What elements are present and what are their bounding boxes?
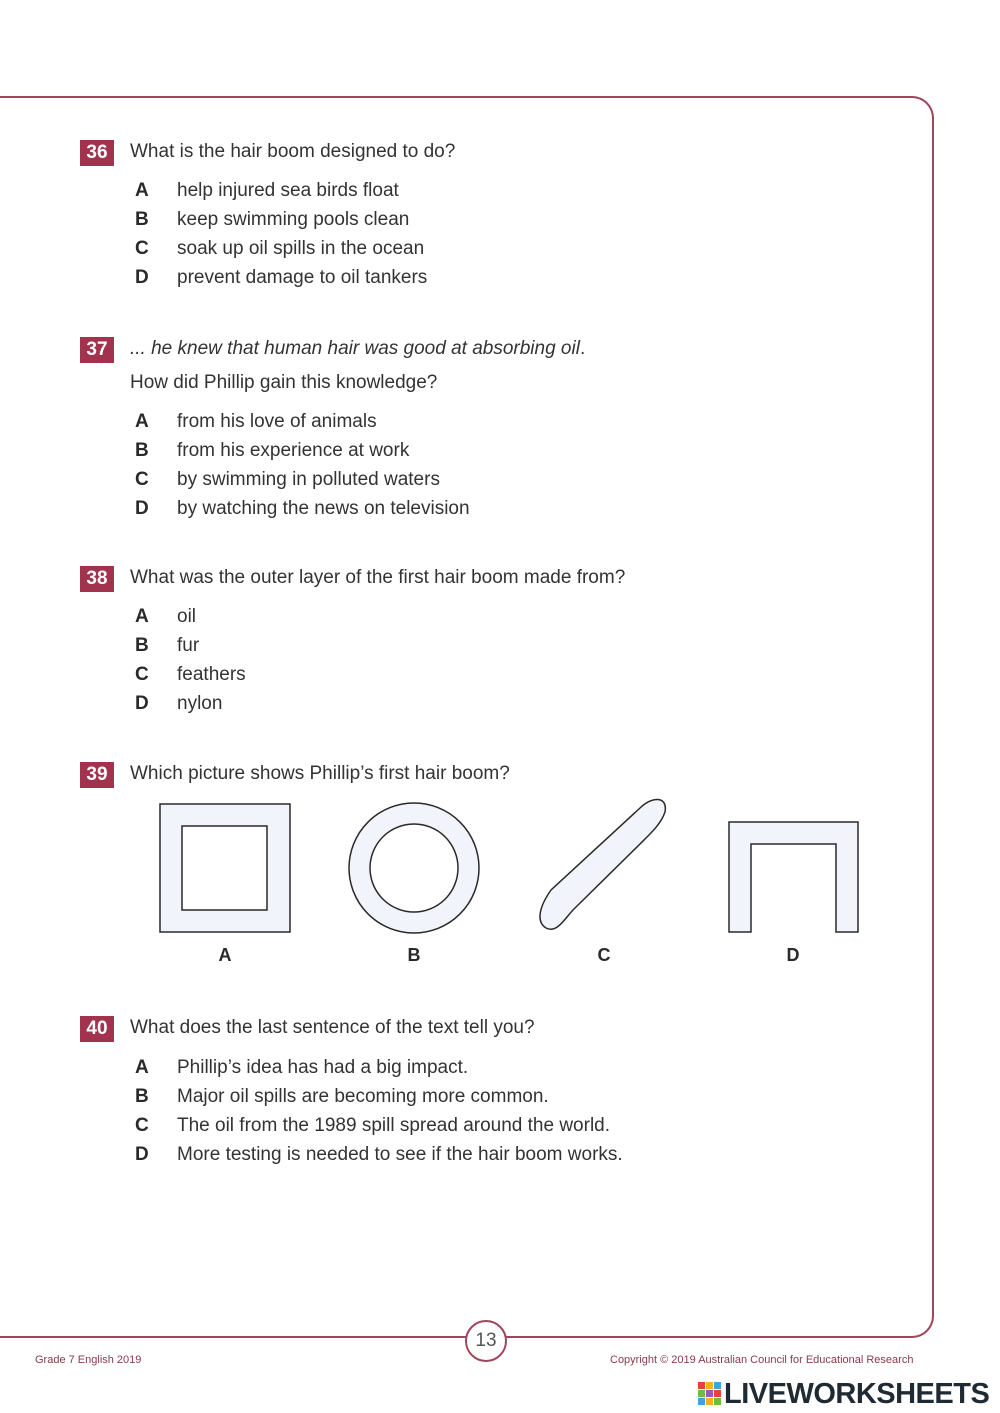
option-letter: D bbox=[135, 267, 149, 288]
quote-end: . bbox=[579, 338, 586, 359]
brand-name: LIVEWORKSHEETS bbox=[724, 1378, 990, 1410]
question-text: What does the last sentence of the text tell you? bbox=[130, 1017, 535, 1038]
question-text: What was the outer layer of the first hair boom made from? bbox=[130, 567, 626, 588]
option-letter: C bbox=[135, 469, 149, 490]
question-quote bbox=[130, 338, 585, 360]
option-text: by watching the news on television bbox=[177, 498, 470, 519]
option-text: by swimming in polluted waters bbox=[177, 469, 440, 490]
option-letter: C bbox=[135, 238, 149, 259]
option-text: Phillip’s idea has had a big impact. bbox=[177, 1057, 469, 1078]
picture-label: B bbox=[407, 945, 421, 965]
picture-label: A bbox=[218, 945, 232, 965]
option-letter: C bbox=[135, 1115, 149, 1136]
option-text: prevent damage to oil tankers bbox=[177, 267, 428, 288]
option-letter: B bbox=[135, 440, 149, 461]
quote-text: ... he knew that human hair was good at absorbing oil bbox=[130, 338, 580, 359]
question-number: 40 bbox=[80, 1016, 114, 1042]
option-text: nylon bbox=[177, 693, 223, 714]
question-text: How did Phillip gain this knowledge? bbox=[130, 372, 438, 393]
question-number: 36 bbox=[80, 140, 114, 166]
u-frame-icon[interactable] bbox=[729, 822, 858, 932]
square-frame-icon[interactable] bbox=[160, 804, 290, 932]
option-text: The oil from the 1989 spill spread around the world. bbox=[177, 1115, 611, 1136]
option-letter: B bbox=[135, 635, 149, 656]
option-letter: A bbox=[135, 411, 149, 432]
option-text: Major oil spills are becoming more common. bbox=[177, 1086, 549, 1107]
ring-icon[interactable] bbox=[349, 803, 479, 933]
option-letter: A bbox=[135, 606, 149, 627]
option-text: fur bbox=[177, 635, 200, 656]
option-text: help injured sea birds float bbox=[177, 180, 399, 201]
option-text: from his love of animals bbox=[177, 411, 377, 432]
question-number: 38 bbox=[80, 566, 114, 592]
diagonal-tube-icon[interactable] bbox=[540, 799, 665, 929]
option-letter: B bbox=[135, 1086, 149, 1107]
option-letter: D bbox=[135, 1144, 149, 1165]
question-number: 37 bbox=[80, 337, 114, 363]
question-text: What is the hair boom designed to do? bbox=[130, 141, 456, 162]
option-letter: D bbox=[135, 693, 149, 714]
option-text: feathers bbox=[177, 664, 246, 685]
footer-left-text: Grade 7 English 2019 bbox=[35, 1354, 142, 1366]
picture-label: C bbox=[597, 945, 611, 965]
option-text: soak up oil spills in the ocean bbox=[177, 238, 425, 259]
page-number: 13 bbox=[465, 1320, 507, 1362]
option-letter: D bbox=[135, 498, 149, 519]
question-number: 39 bbox=[80, 762, 114, 788]
option-letter: A bbox=[135, 180, 149, 201]
option-letter: C bbox=[135, 664, 149, 685]
option-text: from his experience at work bbox=[177, 440, 410, 461]
option-text: oil bbox=[177, 606, 197, 627]
question-text: Which picture shows Phillip’s first hair boom? bbox=[130, 763, 510, 784]
option-letter: A bbox=[135, 1057, 149, 1078]
liveworksheets-logo-icon bbox=[698, 1382, 722, 1406]
picture-label: D bbox=[786, 945, 800, 965]
picture-options bbox=[0, 790, 1000, 950]
option-text: keep swimming pools clean bbox=[177, 209, 410, 230]
option-text: More testing is needed to see if the hair boom works. bbox=[177, 1144, 623, 1165]
copyright-text: Copyright © 2019 Australian Council for Educational Research bbox=[610, 1354, 914, 1366]
option-letter: B bbox=[135, 209, 149, 230]
